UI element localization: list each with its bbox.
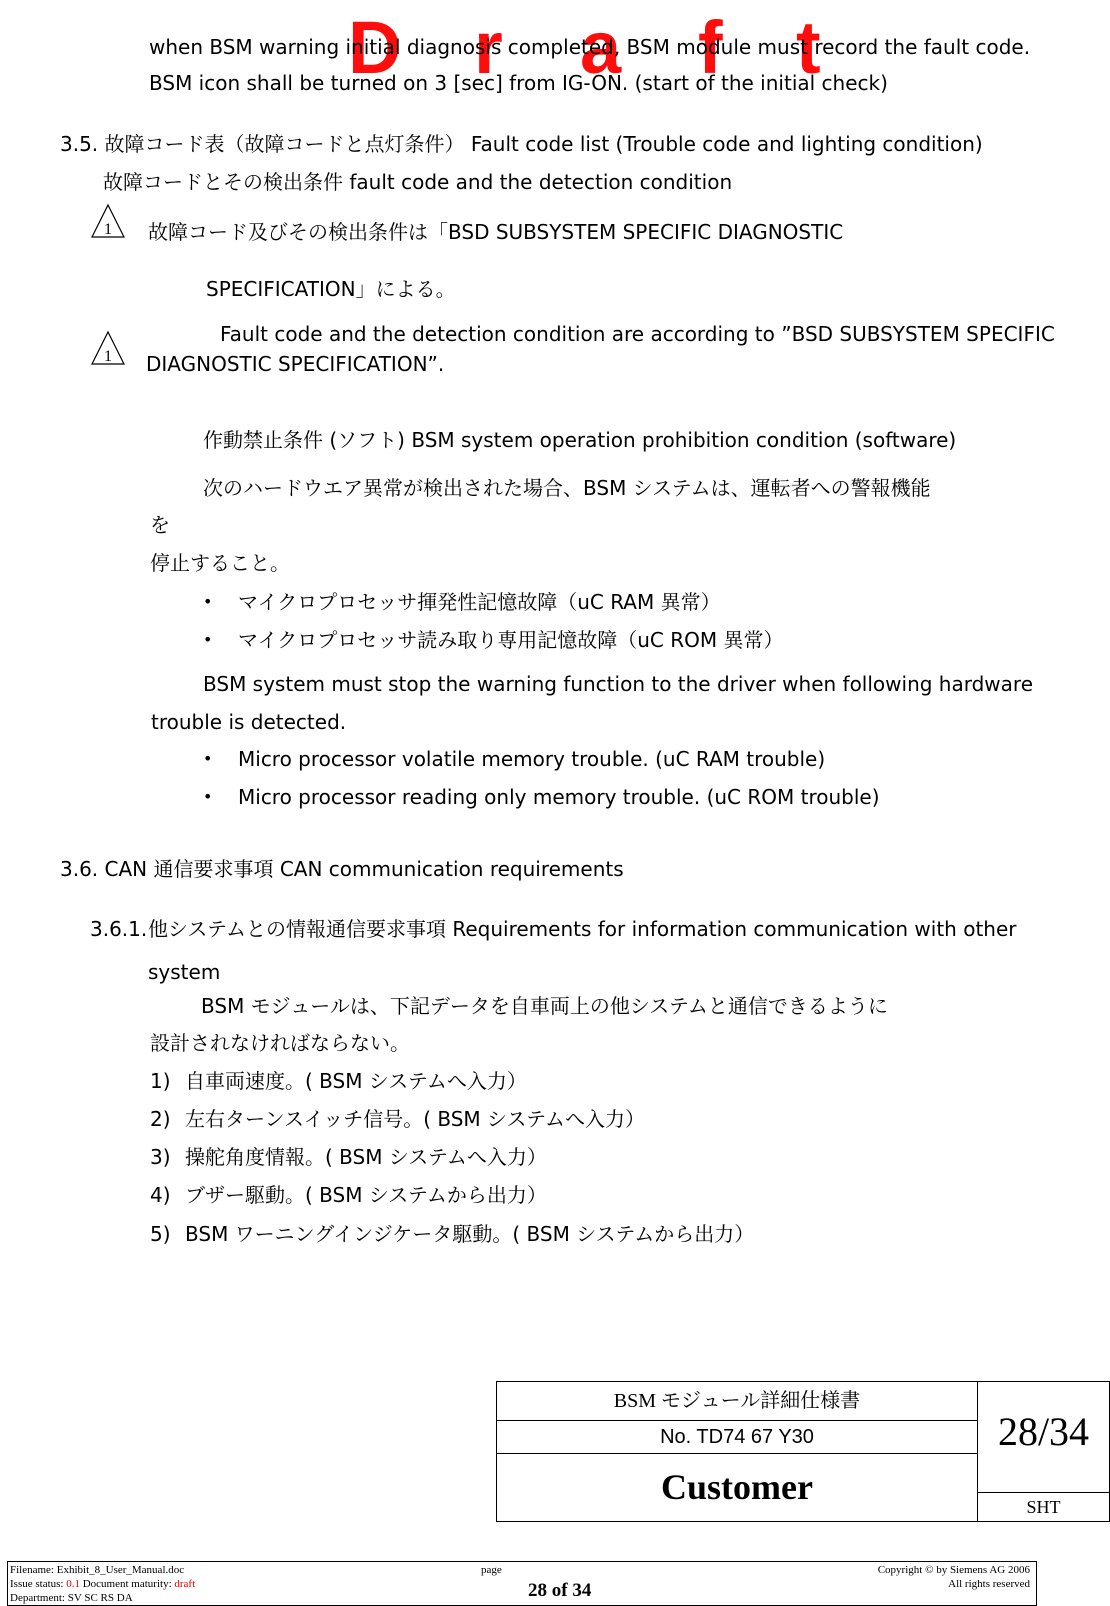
watermark-letter: f <box>698 6 723 89</box>
sheet-label: SHT <box>1026 1497 1061 1517</box>
maturity-value: draft <box>174 1578 196 1590</box>
spec-note-en: Fault code and the detection condition are according to ”BSD SUBSYSTEM SPECIFIC <box>220 322 1055 346</box>
revision-triangle-icon <box>90 330 126 366</box>
sheet-label-cell <box>978 1493 1109 1521</box>
section-number-3-6-1: 3.6.1. <box>90 917 148 941</box>
spec-note-jp-cont: SPECIFICATION」による。 <box>206 277 456 301</box>
body-line: BSM system must stop the warning function to the driver when following hardware <box>203 672 1033 696</box>
section-heading-3-5: 3.5. 故障コード表（故障コードと点灯条件） Fault code list (Trouble code and lighting condition) <box>60 132 983 156</box>
sheet-number: 28/34 <box>997 1409 1090 1454</box>
list-item: 左右ターンスイッチ信号。( BSM システムへ入力） <box>185 1107 646 1131</box>
list-item: Micro processor volatile memory trouble. (uC RAM trouble) <box>238 747 826 771</box>
body-line: 設計されなければならない。 <box>150 1031 410 1055</box>
spec-note-jp: 故障コード及びその検出条件は「BSD SUBSYSTEM SPECIFIC DIAGNOSTIC <box>148 220 844 244</box>
footer-issue-status: Issue status: 0.1 Document maturity: draft <box>10 1578 196 1590</box>
section-heading-3-6-1-cont: system <box>148 960 221 984</box>
issue-status-value: 0.1 <box>66 1578 80 1590</box>
doc-number-cell <box>497 1421 978 1454</box>
list-item-number: 5) <box>150 1222 171 1246</box>
revision-number: 1 <box>104 221 112 238</box>
list-item: 操舵角度情報。( BSM システムへ入力） <box>185 1145 547 1169</box>
watermark-letter: r <box>474 6 503 89</box>
revision-triangle-icon <box>90 203 126 239</box>
body-line: を <box>150 513 170 537</box>
bullet-icon: • <box>203 787 213 806</box>
body-line: BSM icon shall be turned on 3 [sec] from IG-ON. (start of the initial check) <box>149 71 888 95</box>
list-item-number: 3) <box>150 1145 171 1169</box>
audience-label: Customer <box>661 1467 813 1507</box>
doc-title-cell <box>497 1382 978 1421</box>
bullet-icon: • <box>203 749 213 768</box>
list-item-number: 4) <box>150 1183 171 1207</box>
list-item: マイクロプロセッサ揮発性記憶故障（uC RAM 異常） <box>238 590 721 614</box>
body-line: 停止すること。 <box>150 551 290 575</box>
list-item: 自車両速度。( BSM システムへ入力） <box>185 1069 527 1093</box>
footer-filename: Filename: Exhibit_8_User_Manual.doc <box>10 1564 185 1576</box>
subheading: 故障コードとその検出条件 fault code and the detection condition <box>103 170 733 194</box>
list-item: Micro processor reading only memory trouble. (uC ROM trouble) <box>238 785 880 809</box>
watermark-letter: a <box>580 6 622 89</box>
sheet-cell <box>978 1382 1109 1493</box>
doc-title: BSM モジュール詳細仕様書 <box>613 1390 861 1412</box>
body-line: when BSM warning initial diagnosis completed, BSM module must record the fault code. <box>149 35 1031 59</box>
audience-cell <box>497 1454 978 1521</box>
list-item: BSM ワーニングインジケータ駆動。( BSM システムから出力） <box>185 1222 755 1246</box>
footer-rights: All rights reserved <box>948 1578 1030 1590</box>
body-line: 次のハードウエア異常が検出された場合、BSM システムは、運転者への警報機能 <box>203 476 931 500</box>
doc-number: No. TD74 67 Y30 <box>660 1426 814 1448</box>
list-item: マイクロプロセッサ読み取り専用記憶故障（uC ROM 異常） <box>238 628 784 652</box>
watermark-letter: D <box>348 6 402 89</box>
footer-page-label: page <box>481 1564 502 1576</box>
revision-number: 1 <box>104 348 112 365</box>
footer-page-number: 28 of 34 <box>528 1580 592 1601</box>
footer-department: Department: SV SC RS DA <box>10 1592 133 1604</box>
section-heading-3-6-1: 他システムとの情報通信要求事項 Requirements for information communication with other <box>148 917 1017 941</box>
bullet-icon: • <box>203 592 213 611</box>
footer-copyright: Copyright © by Siemens AG 2006 <box>877 1564 1030 1576</box>
document-footer <box>7 1561 1037 1606</box>
list-item: ブザー駆動。( BSM システムから出力） <box>185 1183 547 1207</box>
body-line: BSM モジュールは、下記データを自車両上の他システムと通信できるように <box>201 994 888 1018</box>
list-item-number: 2) <box>150 1107 171 1131</box>
watermark-letter: t <box>796 6 821 89</box>
section-heading-3-6: 3.6. CAN 通信要求事項 CAN communication requirements <box>60 857 624 881</box>
spec-note-en-cont: DIAGNOSTIC SPECIFICATION”. <box>146 352 445 376</box>
bullet-icon: • <box>203 630 213 649</box>
body-line: trouble is detected. <box>151 710 347 734</box>
list-item-number: 1) <box>150 1069 171 1093</box>
prohibition-heading: 作動禁止条件 (ソフト) BSM system operation prohibition condition (software) <box>203 428 957 452</box>
title-block <box>496 1381 1110 1522</box>
